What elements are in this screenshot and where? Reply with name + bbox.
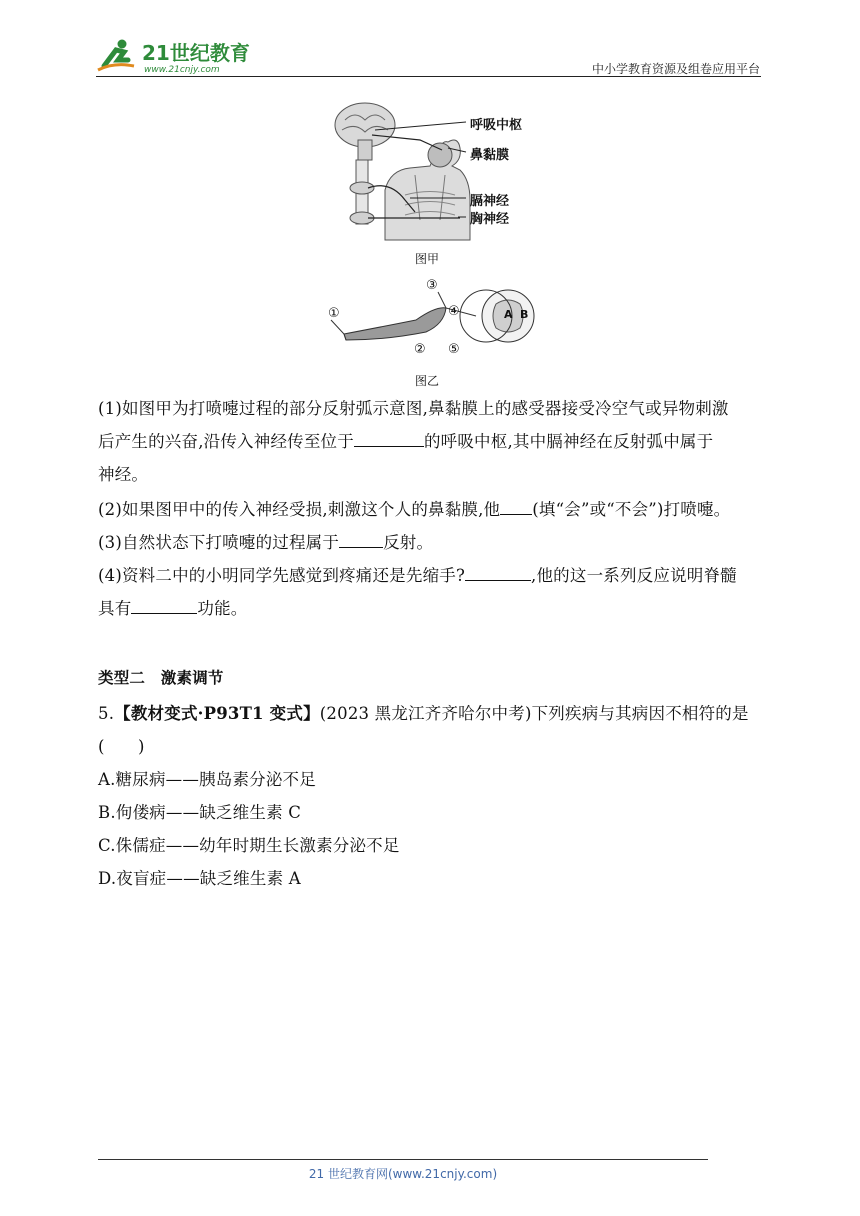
- q3-text-before-blank: (3)自然状态下打喷嚏的过程属于: [98, 533, 340, 552]
- footer-link[interactable]: 21 世纪教育网(www.21cnjy.com): [308, 1167, 498, 1181]
- section-title: 类型二 激素调节: [98, 669, 224, 687]
- header-divider: [96, 76, 761, 77]
- q4-line-2: [98, 592, 764, 625]
- marker-2: ②: [414, 342, 426, 357]
- label-nasal-mucosa: 鼻黏膜: [470, 148, 510, 163]
- q5-block: [98, 697, 764, 895]
- q2-line: [98, 493, 764, 526]
- marker-3: ③: [426, 278, 438, 293]
- q4-text-after-blank: ,他的这一系列反应说明脊髓: [531, 566, 737, 585]
- q1-text-after-blank: 的呼吸中枢,其中膈神经在反射弧中属于: [423, 432, 714, 451]
- letter-a: A: [504, 308, 513, 321]
- q2-text-after-blank: (填“会”或“不会”)打喷嚏。: [532, 500, 731, 519]
- marker-4: ④: [448, 304, 460, 319]
- label-phrenic-nerve: 膈神经: [470, 194, 510, 209]
- q1-line-3: 神经。: [98, 465, 149, 484]
- q1-text-before-blank: 后产生的兴奋,沿传入神经传至位于: [98, 432, 354, 451]
- q4-text-before-blank-2: 具有: [98, 599, 132, 618]
- q5-stem: [98, 697, 764, 730]
- figure-jia: [330, 100, 550, 270]
- q5-answer-paren: ( ): [98, 737, 145, 756]
- label-respiratory-center: 呼吸中枢: [470, 118, 523, 133]
- logo-url: www.21cnjy.com: [144, 65, 220, 75]
- q5-number: 5.: [98, 704, 115, 723]
- q1-blank-1[interactable]: [354, 428, 424, 447]
- footer-divider: [98, 1159, 708, 1160]
- logo-text: 21世纪教育: [142, 41, 250, 65]
- question-block: [98, 392, 764, 625]
- q3-line: [98, 526, 764, 559]
- figure-jia-caption: 图甲: [415, 252, 440, 266]
- marker-5: ⑤: [448, 342, 460, 357]
- figure-yi-caption: 图乙: [415, 374, 440, 388]
- label-thoracic-nerve: 胸神经: [470, 212, 510, 227]
- q5-option-c: C.侏儒症——幼年时期生长激素分泌不足: [98, 836, 400, 855]
- q4-text-before-blank: (4)资料二中的小明同学先感觉到疼痛还是先缩手?: [98, 566, 466, 585]
- marker-1: ①: [328, 306, 340, 321]
- letter-b: B: [520, 308, 529, 321]
- q5-option-d: D.夜盲症——缺乏维生素 A: [98, 869, 301, 888]
- q5-stem-text: (2023 黑龙江齐齐哈尔中考)下列疾病与其病因不相符的是: [319, 704, 749, 723]
- q4-blank-1[interactable]: [465, 562, 531, 581]
- q1-line-2: [98, 425, 764, 458]
- q1-line-1: (1)如图甲为打喷嚏过程的部分反射弧示意图,鼻黏膜上的感受器接受冷空气或异物刺激: [98, 399, 729, 418]
- q4-blank-2[interactable]: [131, 595, 197, 614]
- site-logo: [94, 36, 264, 76]
- q2-blank[interactable]: [500, 496, 532, 515]
- q4-text-after-blank-2: 功能。: [197, 599, 248, 618]
- header-platform-text: 中小学教育资源及组卷应用平台: [591, 62, 760, 76]
- q5-option-a: A.糖尿病——胰岛素分泌不足: [98, 770, 316, 789]
- q4-line-1: [98, 559, 764, 592]
- q5-option-b: B.佝偻病——缺乏维生素 C: [98, 803, 302, 822]
- q3-blank[interactable]: [339, 529, 383, 548]
- q5-source: 【教材变式·P93T1 变式】: [114, 704, 320, 723]
- figure-yi: [326, 276, 546, 371]
- q2-text-before-blank: (2)如果图甲中的传入神经受损,刺激这个人的鼻黏膜,他: [98, 500, 501, 519]
- q3-text-after-blank: 反射。: [383, 533, 434, 552]
